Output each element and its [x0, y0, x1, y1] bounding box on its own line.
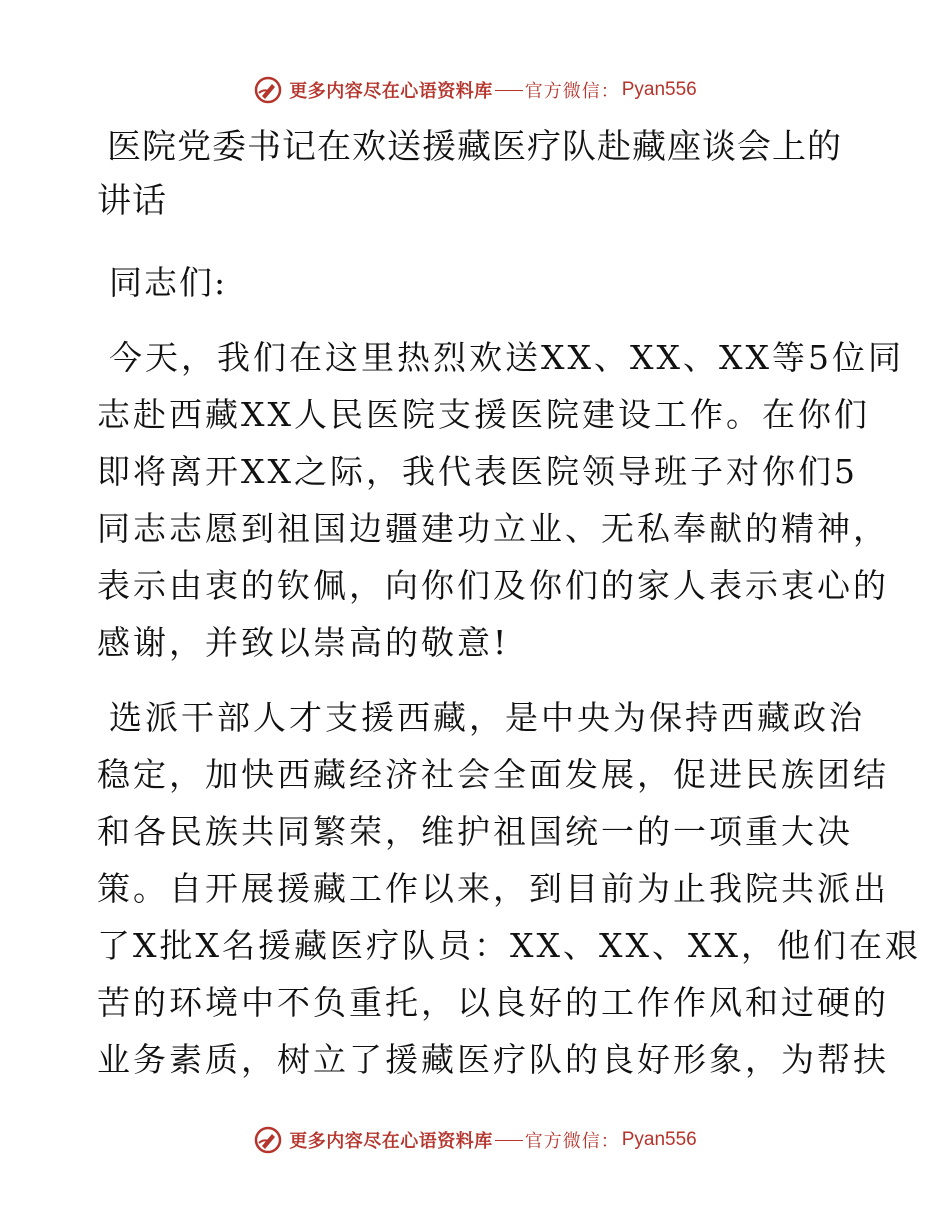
banner-brand-text: 更多内容尽在心语资料库 [289, 1131, 493, 1152]
paragraph-line: 同志志愿到祖国边疆建功立业、无私奉献的精神， [97, 509, 889, 548]
banner-wechat-id: Pyan556 [621, 1129, 697, 1150]
title-line-1: 医院党委书记在欢送援藏医疗队赴藏座谈会上的 [107, 127, 842, 167]
paragraph-1 [97, 329, 904, 671]
paragraph-line: 苦的环境中不负重托，以良好的工作作风和过硬的 [97, 983, 889, 1022]
banner-divider [495, 90, 523, 91]
header-banner [0, 70, 950, 110]
paragraph-2 [97, 689, 921, 1088]
paragraph-line: 了X批X名援藏医疗队员：XX、XX、XX，他们在艰 [97, 926, 921, 965]
paragraph-line: 即将离开XX之际，我代表医院领导班子对你们5 [97, 452, 858, 491]
paragraph-line: 策。自开展援藏工作以来，到目前为止我院共派出 [97, 869, 889, 908]
banner-official-label: 官方微信： [524, 81, 620, 102]
banner-wechat-id: Pyan556 [621, 79, 697, 100]
paragraph-line: 稳定，加快西藏经济社会全面发展，促进民族团结 [97, 755, 889, 794]
paragraph-line: 选派干部人才支援西藏，是中央为保持西藏政治 [109, 698, 865, 737]
pen-logo-icon [253, 75, 283, 105]
paragraph-line: 表示由衷的钦佩，向你们及你们的家人表示衷心的 [97, 566, 889, 605]
footer-banner [0, 1120, 950, 1160]
paragraph-line: 志赴西藏XX人民医院支援医院建设工作。在你们 [97, 395, 870, 434]
document-title [97, 120, 857, 174]
banner-divider [495, 1140, 523, 1141]
pen-logo-icon [253, 1125, 283, 1155]
paragraph-line: 和各民族共同繁荣，维护祖国统一的一项重大决 [97, 812, 853, 851]
document-title-continued [97, 174, 857, 228]
banner-official-label: 官方微信： [524, 1131, 620, 1152]
salutation: 同志们: [109, 263, 228, 302]
paragraph-line: 今天，我们在这里热烈欢送XX、XX、XX等5位同 [109, 338, 904, 377]
paragraph-line: 业务素质，树立了援藏医疗队的良好形象，为帮扶 [97, 1040, 889, 1079]
document-body [97, 120, 921, 1088]
title-line-2: 讲话 [97, 181, 167, 221]
banner-brand-text: 更多内容尽在心语资料库 [289, 81, 493, 102]
paragraph-line: 感谢，并致以崇高的敬意! [97, 623, 510, 662]
